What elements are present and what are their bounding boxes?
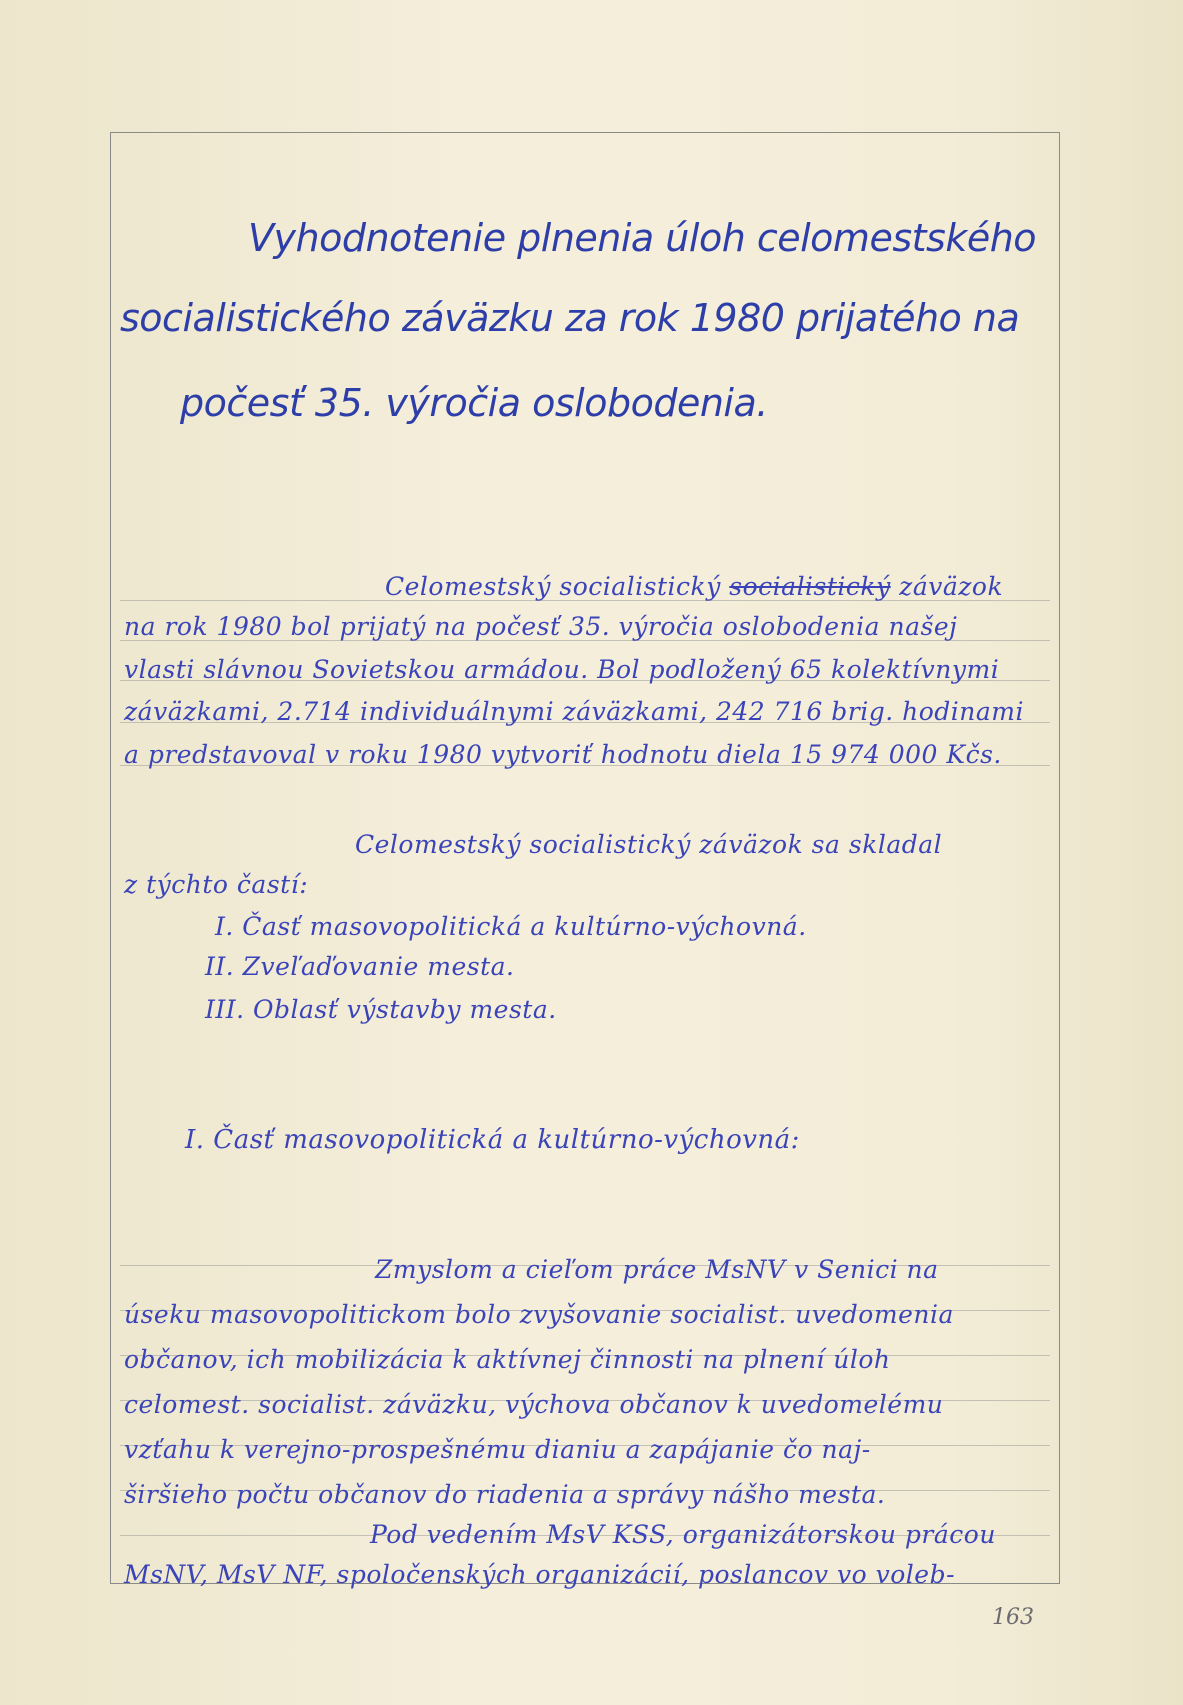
struck-out-word: socialistický — [729, 572, 891, 601]
paragraph-line: úseku masovopolitickom bolo zvyšovanie socialist. uvedomenia — [124, 1300, 954, 1329]
section-heading: I. Časť masovopolitická a kultúrno-výchovná: — [185, 1125, 800, 1155]
paragraph-line: Pod vedením MsV KSS, organizátorskou prácou — [370, 1520, 996, 1549]
paragraph-text: Celomestský socialistický — [385, 572, 721, 601]
paragraph-line: záväzkami, 2.714 individuálnymi záväzkami, 242 716 brig. hodinami — [124, 697, 1024, 726]
paragraph-text: záväzok — [899, 572, 1004, 601]
page-number: 163 — [992, 1605, 1034, 1630]
paragraph-line: vzťahu k verejno-prospešnému dianiu a zapájanie čo naj- — [124, 1435, 871, 1464]
list-item: II. Zveľaďovanie mesta. — [205, 952, 515, 981]
paragraph-line: MsNV, MsV NF, spoločenských organizácií, poslancov vo voleb- — [124, 1560, 956, 1589]
paragraph-line: z týchto častí: — [124, 870, 309, 899]
paragraph-line: a predstavoval v roku 1980 vytvoriť hodnotu diela 15 974 000 Kčs. — [124, 740, 1002, 769]
paragraph-line: celomest. socialist. záväzku, výchova občanov k uvedomelému — [124, 1390, 944, 1419]
paragraph-line: Zmyslom a cieľom práce MsNV v Senici na — [375, 1255, 939, 1284]
paragraph-line: vlasti slávnou Sovietskou armádou. Bol podložený 65 kolektívnymi — [124, 655, 1000, 684]
title-line: počesť 35. výročia oslobodenia. — [180, 381, 768, 425]
title-line: socialistického záväzku za rok 1980 prijatého na — [120, 296, 1020, 340]
paragraph-line: na rok 1980 bol prijatý na počesť 35. výročia oslobodenia našej — [124, 612, 958, 641]
title-line: Vyhodnotenie plnenia úloh celomestského — [248, 216, 1037, 260]
paragraph-line: Celomestský socialistický záväzok sa skladal — [355, 830, 943, 859]
paragraph-line: občanov, ich mobilizácia k aktívnej činnosti na plnení úloh — [124, 1345, 891, 1374]
paragraph-line: širšieho počtu občanov do riadenia a správy nášho mesta. — [124, 1480, 886, 1509]
list-item: III. Oblasť výstavby mesta. — [205, 995, 557, 1024]
paragraph-line — [385, 572, 1003, 601]
list-item: I. Časť masovopolitická a kultúrno-výchovná. — [215, 912, 807, 941]
